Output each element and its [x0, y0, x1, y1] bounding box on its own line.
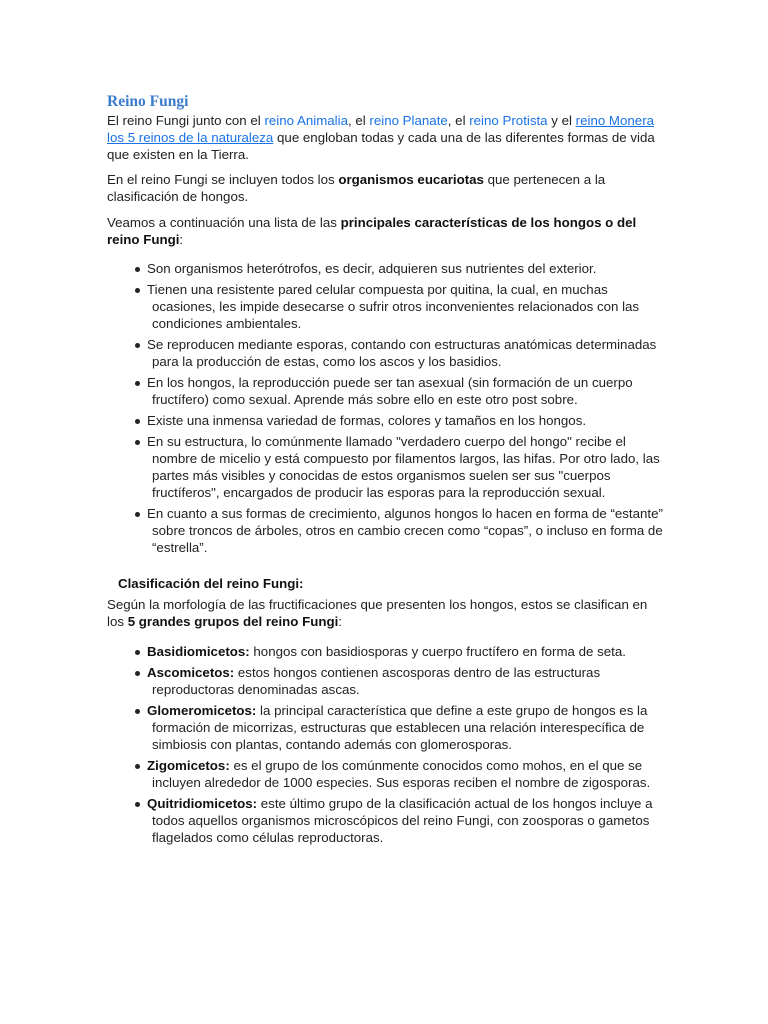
group-item [107, 643, 667, 660]
group-name: Glomeromicetos: [147, 703, 257, 718]
bold-text: organismos eucariotas [338, 172, 484, 187]
intro-text: , el [447, 113, 470, 128]
bold-text: principales características de los hongos o del reino Fungi [107, 215, 637, 247]
intro-text: y el [547, 113, 576, 128]
link-reino-planate[interactable]: reino Planate [369, 113, 448, 128]
list-item: En los hongos, la reproducción puede ser tan asexual (sin formación de un cuerpo fructífero) como sexual. Aprende más sobre ello en este otro post sobre. [107, 374, 667, 408]
group-item [107, 664, 667, 698]
intro-text: El reino Fungi junto con el [107, 113, 265, 128]
group-description: estos hongos contienen ascosporas dentro de las estructuras reproductoras denominadas ascas. [152, 665, 601, 697]
list-item: Son organismos heterótrofos, es decir, adquieren sus nutrientes del exterior. [107, 260, 667, 277]
eucariotas-paragraph [107, 171, 667, 205]
group-name: Zigomicetos: [147, 758, 230, 773]
group-item [107, 757, 667, 791]
group-description: este último grupo de la clasificación actual de los hongos incluye a todos aquellos organismos microscópicos del reino Fungi, con zoosporas o gametos flagelados como células reproductoras. [152, 796, 653, 845]
list-item: Tienen una resistente pared celular compuesta por quitina, la cual, en muchas ocasiones, les impide desecarse o sufrir otros inconvenientes relacionados con las condiciones ambientales. [107, 281, 667, 332]
group-description: es el grupo de los comúnmente conocidos como mohos, en el que se incluyen alrededor de 1000 especies. Sus esporas reciben el nombre de zigosporas. [152, 758, 651, 790]
paragraph-text: : [179, 232, 184, 247]
intro-text: , el [347, 113, 370, 128]
group-item [107, 702, 667, 753]
paragraph-text: que pertenecen a la clasificación de hongos. [107, 172, 606, 204]
classification-intro [107, 596, 667, 630]
group-name: Ascomicetos: [147, 665, 235, 680]
bold-text: 5 grandes grupos del reino Fungi [127, 614, 339, 629]
intro-paragraph [107, 112, 667, 163]
group-description: la principal característica que define a este grupo de hongos es la formación de micorrizas, estructuras que establecen una relación interespecífica de simbiosis con plantas, contando además con glomerosporas. [152, 703, 648, 752]
link-reino-animalia[interactable]: reino Animalia [264, 113, 348, 128]
list-item: Se reproducen mediante esporas, contando con estructuras anatómicas determinadas para la producción de estas, como los ascos y los basidios. [107, 336, 667, 370]
paragraph-text: Según la morfología de las fructificaciones que presenten los hongos, estos se clasifican en los [107, 597, 648, 629]
group-item [107, 795, 667, 846]
classification-subtitle: Clasificación del reino Fungi: [118, 576, 304, 591]
link-reino-monera[interactable]: reino Monera [575, 113, 655, 128]
paragraph-text: Veamos a continuación una lista de las [107, 215, 341, 230]
paragraph-text: : [338, 614, 342, 629]
page-title: Reino Fungi [107, 93, 189, 110]
document-page [107, 92, 667, 850]
characteristics-list [107, 260, 667, 556]
link-5-reinos[interactable]: los 5 reinos de la naturaleza [107, 130, 274, 145]
group-name: Basidiomicetos: [147, 644, 250, 659]
paragraph-text: En el reino Fungi se incluyen todos los [107, 172, 339, 187]
group-description: hongos con basidiosporas y cuerpo fructífero en forma de seta. [249, 644, 626, 659]
groups-list [107, 643, 667, 846]
list-item: En cuanto a sus formas de crecimiento, algunos hongos lo hacen en forma de “estante” sobre troncos de árboles, otros en cambio crecen como “copas”, o incluso en forma de “estrella”. [107, 505, 667, 556]
list-item: Existe una inmensa variedad de formas, colores y tamaños en los hongos. [107, 412, 667, 429]
intro-text: que engloban todas y cada una de las diferentes formas de vida que existen en la Tierra. [107, 130, 655, 162]
characteristics-intro [107, 214, 667, 248]
group-name: Quitridiomicetos: [147, 796, 258, 811]
list-item: En su estructura, lo comúnmente llamado "verdadero cuerpo del hongo" recibe el nombre de micelio y está compuesto por filamentos largos, las hifas. Por otro lado, las partes más visibles y conocidas de estos organismos suelen ser sus "cuerpos fructíferos", encargados de producir las esporas para la reproducción sexual. [107, 433, 667, 501]
link-reino-protista[interactable]: reino Protista [469, 113, 548, 128]
